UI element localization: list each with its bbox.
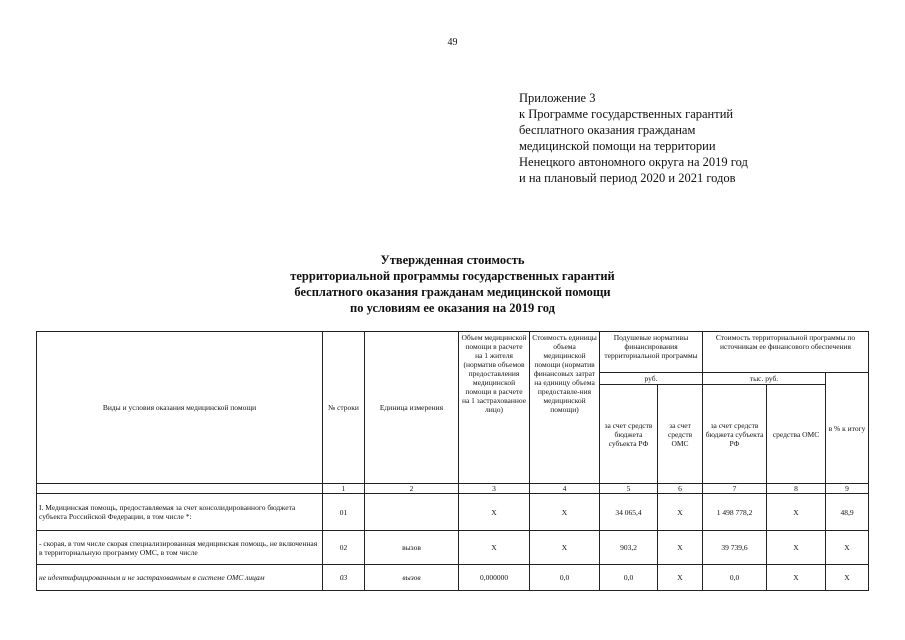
row-unit: вызов xyxy=(365,565,459,591)
header-volume: Объем медицинской помощи в расчете на 1 жителя (норматив объемов предоставления медицинской помощи в расчете на 1 застрахованное лицо) xyxy=(459,332,530,484)
row-cost-oms: X xyxy=(767,494,826,531)
header-per-capita-budget: за счет средств бюджета субъекта РФ xyxy=(600,385,658,484)
column-number: 7 xyxy=(703,484,767,494)
header-cost-oms: средства ОМС xyxy=(767,385,826,484)
row-volume: X xyxy=(459,531,530,565)
row-volume: 0,000000 xyxy=(459,565,530,591)
title-line: территориальной программы государственных гарантий xyxy=(290,269,615,283)
row-unit-cost: X xyxy=(530,494,600,531)
row-per-capita-oms: X xyxy=(658,531,703,565)
column-number: 8 xyxy=(767,484,826,494)
header-kind: Виды и условия оказания медицинской помощи xyxy=(37,332,323,484)
header-row xyxy=(37,332,869,373)
row-name: не идентифицированным и не застрахованным в системе ОМС лицам xyxy=(37,565,323,591)
header-cost-budget: за счет средств бюджета субъекта РФ xyxy=(703,385,767,484)
column-number: 4 xyxy=(530,484,600,494)
row-unit: вызов xyxy=(365,531,459,565)
column-number: 2 xyxy=(365,484,459,494)
title-line: по условиям ее оказания на 2019 год xyxy=(350,301,555,315)
row-per-capita-budget: 34 065,4 xyxy=(600,494,658,531)
annex-line: к Программе государственных гарантий xyxy=(519,107,734,121)
annex-reference xyxy=(519,90,748,186)
column-number: 3 xyxy=(459,484,530,494)
annex-line: бесплатного оказания гражданам xyxy=(519,123,696,137)
annex-line: Приложение 3 xyxy=(519,91,596,105)
cost-table xyxy=(36,331,869,591)
annex-line: Ненецкого автономного округа на 2019 год xyxy=(519,155,748,169)
row-cost-budget: 1 498 778,2 xyxy=(703,494,767,531)
row-cost-oms: X xyxy=(767,531,826,565)
column-number xyxy=(37,484,323,494)
annex-line: медицинской помощи на территории xyxy=(519,139,716,153)
row-percent: X xyxy=(826,565,869,591)
row-cost-budget: 0,0 xyxy=(703,565,767,591)
table-row xyxy=(37,531,869,565)
header-unit: Единица измерения xyxy=(365,332,459,484)
row-volume: X xyxy=(459,494,530,531)
row-per-capita-budget: 903,2 xyxy=(600,531,658,565)
table-row xyxy=(37,494,869,531)
row-unit-cost: X xyxy=(530,531,600,565)
row-per-capita-budget: 0,0 xyxy=(600,565,658,591)
header-per-capita-oms: за счет средств ОМС xyxy=(658,385,703,484)
page-number: 49 xyxy=(447,37,458,48)
row-number: 02 xyxy=(323,531,365,565)
annex-line: и на плановый период 2020 и 2021 годов xyxy=(519,171,736,185)
row-percent: 48,9 xyxy=(826,494,869,531)
header-per-capita-group: Подушевые нормативы финансирования территориальной программы xyxy=(600,332,703,373)
row-cost-oms: X xyxy=(767,565,826,591)
header-program-cost-group: Стоимость территориальной программы по источникам ее финансового обеспечения xyxy=(703,332,869,373)
row-number: 01 xyxy=(323,494,365,531)
column-number: 6 xyxy=(658,484,703,494)
row-number: 03 xyxy=(323,565,365,591)
title-line: бесплатного оказания гражданам медицинской помощи xyxy=(294,285,611,299)
row-unit-cost: 0,0 xyxy=(530,565,600,591)
column-number: 5 xyxy=(600,484,658,494)
table-row xyxy=(37,565,869,591)
column-number-row xyxy=(37,484,869,494)
row-per-capita-oms: X xyxy=(658,494,703,531)
header-row-number: № строки xyxy=(323,332,365,484)
row-per-capita-oms: X xyxy=(658,565,703,591)
header-thousand-rub: тыс. руб. xyxy=(703,373,826,385)
header-percent: в % к итогу xyxy=(826,373,869,484)
row-percent: X xyxy=(826,531,869,565)
column-number: 1 xyxy=(323,484,365,494)
row-cost-budget: 39 739,6 xyxy=(703,531,767,565)
row-name: I. Медицинская помощь, предоставляемая за счет консолидированного бюджета субъекта Российской Федерации, в том числе *: xyxy=(37,494,323,531)
document-title xyxy=(0,252,905,316)
column-number: 9 xyxy=(826,484,869,494)
title-line: Утвержденная стоимость xyxy=(380,253,525,267)
row-unit xyxy=(365,494,459,531)
row-name: - скорая, в том числе скорая специализированная медицинская помощь, не включенная в территориальную программу ОМС, в том числе xyxy=(37,531,323,565)
header-unit-cost: Стоимость единицы объема медицинской помощи (норматив финансовых затрат на единицу объема предоставле-ния медицинской помощи) xyxy=(530,332,600,484)
header-rub: руб. xyxy=(600,373,703,385)
